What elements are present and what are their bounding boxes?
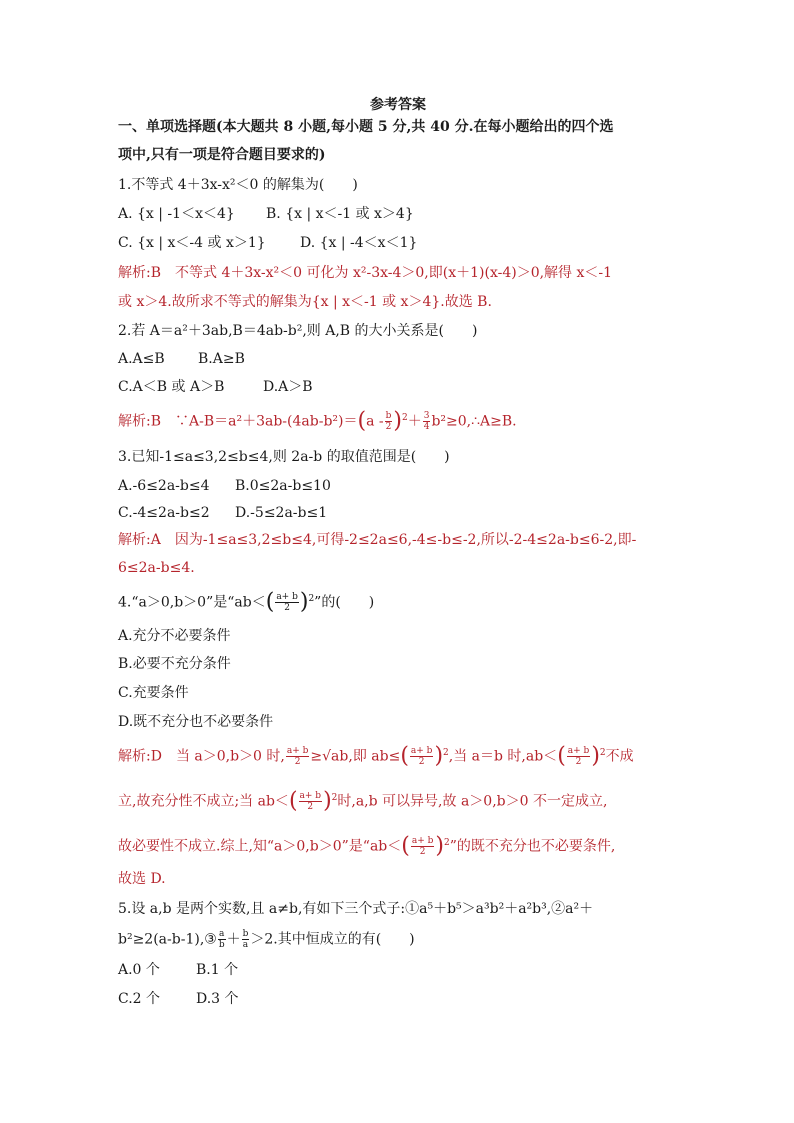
q1-option-b: B. {x | x＜-1 或 x＞4}: [266, 206, 414, 222]
q4-solution-part-a: 解析:D 当 a＞0,b＞0 时,: [118, 748, 285, 765]
fraction-3-over-4: [423, 411, 431, 432]
q4-option-d: D.既不充分也不必要条件: [118, 714, 274, 730]
exponent-2: 2: [308, 593, 315, 604]
fraction-denominator: 2: [419, 847, 426, 857]
q5-stem-part-c: ＞2.其中恒成立的有( ): [250, 931, 415, 948]
q4-solution-part-d: 不成: [605, 748, 634, 765]
q2-option-a: A.A≤B: [118, 351, 165, 367]
q5-option-b: B.1 个: [196, 962, 239, 978]
fraction-denominator: b: [218, 940, 225, 950]
left-paren-icon: (: [557, 743, 566, 769]
fraction-denominator: 2: [307, 802, 314, 812]
exponent-2: 2: [401, 412, 408, 423]
fraction-numerator: a+ b: [410, 746, 433, 756]
q4-stem-part-a: 4.“a＞0,b＞0”是“ab＜: [118, 594, 266, 611]
q1-option-d: D. {x | -4＜x＜1}: [300, 235, 418, 251]
right-paren-icon: ): [299, 589, 309, 615]
q2-solution-part-d: b²≥0,∴A≥B.: [431, 413, 517, 430]
q1-solution-line2: 或 x＞4.故所求不等式的解集为{x | x＜-1 或 x＞4}.故选 B.: [118, 294, 492, 310]
q2-solution-part-c: ＋: [407, 413, 422, 430]
q5-option-a: A.0 个: [118, 962, 160, 978]
q4-solution-line3: [118, 833, 616, 859]
q3-option-a: A.-6≤2a-b≤4: [118, 478, 210, 494]
right-paren-icon: ): [435, 833, 444, 859]
q4-option-c: C.充要条件: [118, 685, 189, 701]
fraction-denominator: 2: [575, 757, 582, 767]
q5-option-c: C.2 个: [118, 991, 161, 1007]
fraction-a-plus-b-over-2: [275, 592, 299, 613]
fraction-denominator: a: [242, 940, 249, 950]
q1-option-a: A. {x | -1＜x＜4}: [118, 206, 235, 222]
fraction-numerator: a+ b: [276, 592, 298, 602]
q3-stem: 3.已知-1≤a≤3,2≤b≤4,则 2a-b 的取值范围是( ): [118, 449, 450, 465]
fraction-numerator: a+ b: [286, 746, 309, 756]
fraction-numerator: a+ b: [567, 746, 590, 756]
q3-solution-line2: 6≤2a-b≤4.: [118, 560, 195, 576]
fraction-denominator: 2: [385, 422, 392, 432]
q4-option-b: B.必要不充分条件: [118, 656, 231, 672]
fraction-denominator: 2: [284, 603, 290, 613]
fraction-a-over-b: [218, 929, 226, 950]
q4-solution-part-g: 故必要性不成立.综上,知“a＞0,b＞0”是“ab＜: [118, 838, 402, 855]
fraction-numerator: b: [385, 411, 392, 421]
q4-solution-part-e: 立,故充分性不成立;当 ab＜: [118, 793, 289, 810]
right-paren-icon: ): [323, 788, 332, 814]
fraction-numerator: a+ b: [299, 791, 322, 801]
q4-solution-part-b: ≥√ab,即 ab≤: [310, 748, 401, 765]
section-heading-line2: 项中,只有一项是符合题目要求的): [118, 147, 326, 163]
q4-solution-line1: [118, 743, 634, 769]
exponent-2: 2: [443, 747, 449, 758]
q3-option-c: C.-4≤2a-b≤2: [118, 505, 210, 521]
fraction-b-over-a: [242, 929, 250, 950]
q4-solution-line4: 故选 D.: [118, 871, 166, 887]
q3-option-b: B.0≤2a-b≤10: [235, 478, 331, 494]
fraction-numerator: b: [242, 929, 249, 939]
q4-solution-part-h: ”的既不充分也不必要条件,: [449, 838, 616, 855]
exponent-2: 2: [443, 837, 450, 848]
q2-solution-part-a: 解析:B ∵A-B＝a²＋3ab-(4ab-b²)＝: [118, 413, 358, 430]
q4-stem: [118, 589, 375, 615]
section-heading-line1: 一、单项选择题(本大题共 8 小题,每小题 5 分,共 40 分.在每小题给出的四个选: [118, 119, 614, 135]
q2-stem: 2.若 A＝a²＋3ab,B＝4ab-b²,则 A,B 的大小关系是( ): [118, 323, 478, 339]
fraction-denominator: 2: [418, 757, 425, 767]
q2-option-d: D.A＞B: [263, 379, 313, 395]
q3-option-d: D.-5≤2a-b≤1: [235, 505, 328, 521]
q4-option-a: A.充分不必要条件: [118, 628, 231, 644]
fraction-a-plus-b-over-2: [410, 746, 434, 767]
q4-solution-part-c: ,当 a＝b 时,ab＜: [448, 748, 558, 765]
q2-option-c: C.A＜B 或 A＞B: [118, 379, 225, 395]
q5-stem-part-a: b²≥2(a-b-1),③: [118, 931, 217, 948]
q1-solution-line1: 解析:B 不等式 4＋3x-x²＜0 可化为 x²-3x-4＞0,即(x＋1)(x-4)＞0,解得 x＜-1: [118, 265, 613, 281]
left-paren-icon: (: [288, 788, 298, 814]
q2-solution-part-b: a -: [366, 413, 384, 430]
fraction-a-plus-b-over-2: [411, 836, 435, 857]
q2-option-b: B.A≥B: [198, 351, 245, 367]
q5-stem-part-b: ＋: [226, 931, 241, 948]
right-paren-icon: ): [393, 408, 402, 434]
right-paren-icon: ): [434, 743, 444, 769]
page-title: 参考答案: [370, 97, 426, 113]
fraction-denominator: 2: [294, 757, 301, 767]
q4-solution-line2: [118, 788, 608, 814]
fraction-numerator: a: [219, 929, 225, 939]
q2-solution: [118, 408, 517, 434]
q1-stem: 1.不等式 4＋3x-x²＜0 的解集为( ): [118, 177, 358, 193]
fraction-a-plus-b-over-2: [299, 791, 323, 812]
fraction-numerator: 3: [423, 411, 430, 421]
q4-stem-part-b: ”的( ): [314, 594, 375, 611]
q5-stem-line1: 5.设 a,b 是两个实数,且 a≠b,有如下三个式子:①a⁵＋b⁵＞a³b²＋a²b³,②a²＋: [118, 901, 594, 917]
q1-option-c: C. {x | x＜-4 或 x＞1}: [118, 235, 266, 251]
left-paren-icon: (: [401, 833, 410, 859]
exponent-2: 2: [331, 792, 338, 803]
left-paren-icon: (: [400, 743, 409, 769]
left-paren-icon: (: [357, 408, 367, 434]
q5-stem-line2: [118, 929, 415, 950]
q4-solution-part-f: 时,a,b 可以异号,故 a＞0,b＞0 不一定成立,: [337, 793, 608, 810]
left-paren-icon: (: [265, 589, 275, 615]
fraction-a-plus-b-over-2: [567, 746, 591, 767]
exponent-2: 2: [599, 747, 606, 758]
right-paren-icon: ): [591, 743, 600, 769]
fraction-a-plus-b-over-2: [286, 746, 310, 767]
fraction-denominator: 4: [423, 422, 430, 432]
q3-solution-line1: 解析:A 因为-1≤a≤3,2≤b≤4,可得-2≤2a≤6,-4≤-b≤-2,所以-2-4≤2a-b≤6-2,即-: [118, 532, 637, 548]
q5-option-d: D.3 个: [196, 991, 239, 1007]
fraction-numerator: a+ b: [411, 836, 434, 846]
fraction-b-over-2: [385, 411, 393, 432]
